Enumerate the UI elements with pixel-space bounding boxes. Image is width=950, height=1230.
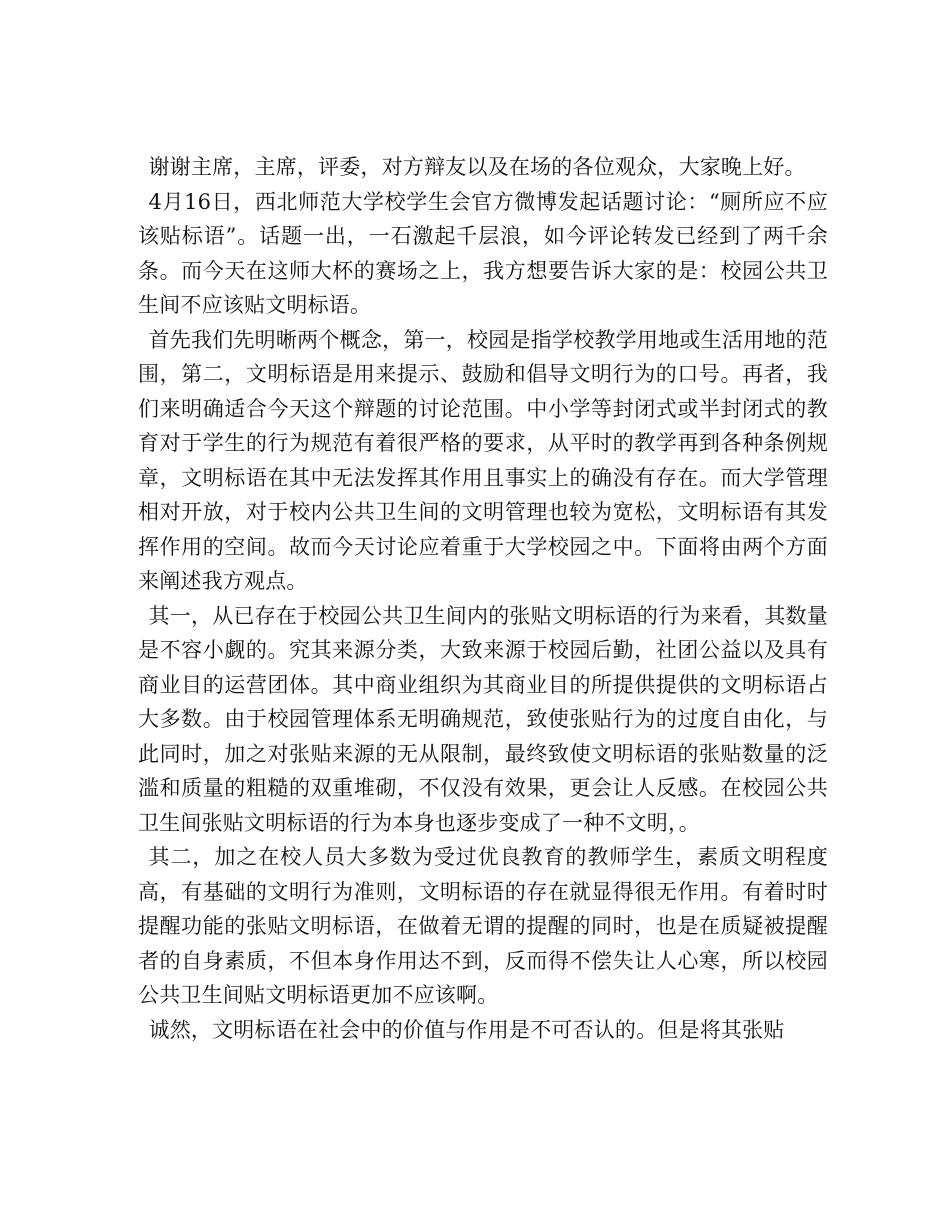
paragraph-argument-two: 其二，加之在校人员大多数为受过优良教育的教师学生，素质文明程度高，有基础的文明行为准则，文明标语的存在就显得很无作用。有着时时提醒功能的张贴文明标语，在做着无谓的提醒的同时，也是在质疑被提醒者的自身素质，不但本身作用达不到，反而得不偿失让人心寒，所以校园公共卫生间贴文明标语更加不应该啊。 [138, 845, 828, 1007]
paragraph-definitions: 首先我们先明晰两个概念，第一，校园是指学校教学用地或生活用地的范围，第二，文明标语是用来提示、鼓励和倡导文明行为的口号。再者，我们来明确适合今天这个辩题的讨论范围。中小学等封闭式或半封闭式的教育对于学生的行为规范有着很严格的要求，从平时的教学再到各种条例规章，文明标语在其中无法发挥其作用且事实上的确没有存在。而大学管理相对开放，对于校内公共卫生间的文明管理也较为宽松，文明标语有其发挥作用的空间。故而今天讨论应着重于大学校园之中。下面将由两个方面来阐述我方观点。 [138, 327, 828, 593]
paragraph-argument-one: 其一，从已存在于校园公共卫生间内的张贴文明标语的行为来看，其数量是不容小觑的。究其来源分类，大致来源于校园后勤，社团公益以及具有商业目的运营团体。其中商业组织为其商业目的所提供提供的文明标语占大多数。由于校园管理体系无明确规范，致使张贴行为的过度自由化，与此同时，加之对张贴来源的无从限制，最终致使文明标语的张贴数量的泛滥和质量的粗糙的双重堆砌，不仅没有效果，更会让人反感。在校园公共卫生间张贴文明标语的行为本身也逐步变成了一种不文明，。 [138, 603, 828, 835]
paragraph-topic-intro: 4月16日，西北师范大学校学生会官方微博发起话题讨论：“厕所应不应该贴标语”。话题一出，一石激起千层浪，如今评论转发已经到了两千余条。而今天在这师大杯的赛场之上，我方想要告诉大家的是：校园公共卫生间不应该贴文明标语。 [138, 189, 828, 317]
paragraph-greeting: 谢谢主席，主席，评委，对方辩友以及在场的各位观众，大家晚上好。 [148, 155, 806, 179]
document-body [138, 150, 828, 1047]
paragraph-concession: 诚然，文明标语在社会中的价值与作用是不可否认的。但是将其张贴 [148, 1017, 785, 1042]
